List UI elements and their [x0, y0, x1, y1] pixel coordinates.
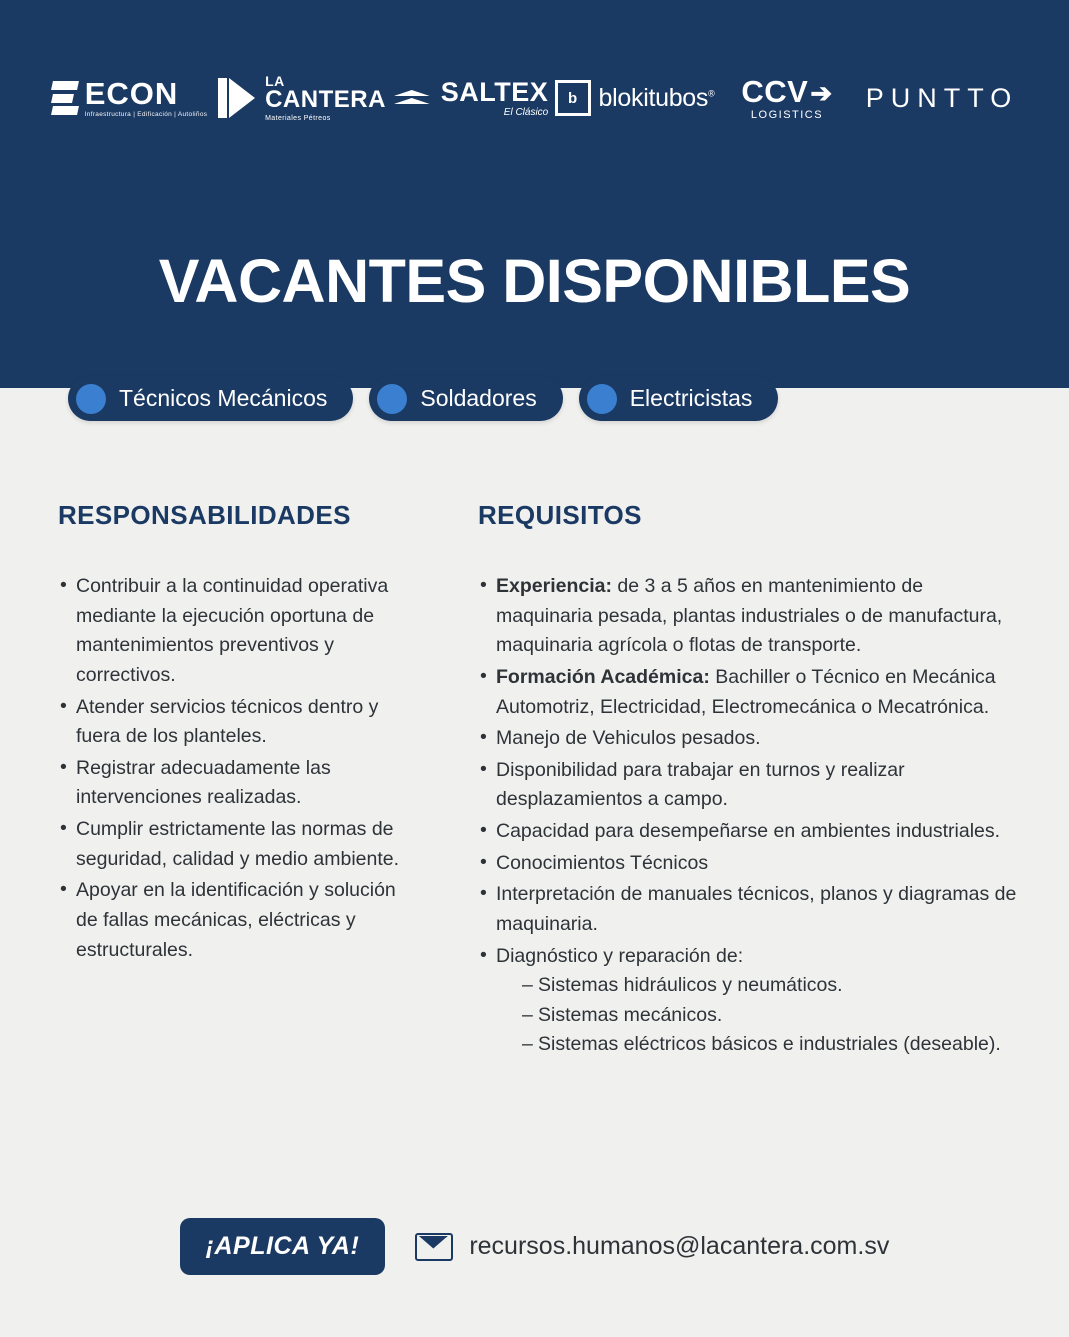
cantera-line2: CANTERA	[265, 86, 386, 114]
econ-tagline: Infraestructura | Edificación | Autoliños	[84, 110, 208, 118]
brand-logo-row	[0, 66, 1069, 130]
saltex-name: SALTEX	[440, 76, 549, 107]
saltex-tagline: El Clásico	[503, 106, 549, 118]
logo-blokitubos	[552, 66, 717, 130]
list-item	[478, 942, 1023, 1061]
vacancy-pill-tecnicos-mecanicos[interactable]	[68, 376, 353, 421]
header-banner	[0, 0, 1069, 388]
logo-saltex	[387, 66, 552, 130]
blokitubos-name: blokitubos	[598, 83, 709, 112]
responsabilidades-list-container	[58, 572, 418, 967]
saltex-mark-icon	[391, 80, 433, 116]
requisitos-sublist	[496, 971, 1023, 1060]
list-item-text: Capacidad para desempeñarse en ambientes industriales.	[496, 820, 1001, 842]
cantera-tagline: Materiales Pétreos	[265, 114, 331, 122]
footer-cta	[0, 1218, 1069, 1275]
bullet-dot-icon	[587, 384, 617, 414]
list-item	[478, 572, 1023, 661]
blokitubos-mark-icon: b	[555, 80, 591, 116]
list-item-lead: Formación Académica:	[496, 665, 710, 688]
list-item	[478, 849, 1023, 879]
sub-list-item: – Sistemas mecánicos.	[522, 1001, 1023, 1031]
bullet-dot-icon	[76, 384, 106, 414]
list-item-text: Disponibilidad para trabajar en turnos y realizar desplazamientos a campo.	[496, 758, 905, 811]
envelope-icon	[415, 1233, 453, 1261]
logo-la-cantera	[217, 66, 387, 130]
list-item: • Apoyar en la identificación y solución de fallas mecánicas, eléctricas y estructurales.	[58, 876, 418, 965]
list-item-text: de 3 a 5 años en mantenimiento de maquinaria pesada, plantas industriales o de manufactura, maquinaria agrícola o flotas de transporte.	[496, 575, 1003, 657]
requisitos-heading: REQUISITOS	[478, 500, 642, 530]
list-item	[478, 663, 1023, 722]
contact-email[interactable]: recursos.humanos@lacantera.com.sv	[469, 1232, 890, 1260]
vacancy-pill-soldadores[interactable]	[369, 376, 562, 421]
cantera-mark-icon	[218, 78, 256, 118]
ccv-tagline: LOGISTICS	[750, 108, 824, 121]
list-item-lead: Experiencia:	[496, 575, 612, 597]
logo-ccv-logistics	[717, 66, 857, 130]
page-title: VACANTES DISPONIBLES	[158, 247, 911, 315]
responsabilidades-list	[58, 572, 418, 965]
vacancy-pill-electricistas[interactable]	[579, 376, 779, 421]
list-item-text: Manejo de Vehiculos pesados.	[496, 727, 761, 750]
bullet-dot-icon	[377, 384, 407, 414]
list-item: • Cumplir estrictamente las normas de seguridad, calidad y medio ambiente.	[58, 815, 418, 874]
apply-button[interactable]: ¡APLICA YA!	[180, 1218, 386, 1275]
arrow-right-icon: ➔	[810, 77, 833, 108]
econ-mark-icon	[52, 81, 78, 115]
list-item	[478, 880, 1023, 939]
list-item: • Registrar adecuadamente las intervenciones realizadas.	[58, 754, 418, 813]
vacancy-pill-row	[68, 376, 1008, 421]
puntto-name: PUNTTO	[865, 82, 1019, 113]
list-item: • Atender servicios técnicos dentro y fuera de los planteles.	[58, 693, 418, 752]
vacancy-pill-label: Electricistas	[629, 385, 753, 411]
list-item	[478, 724, 1023, 754]
list-item-text: Interpretación de manuales técnicos, planos y diagramas de maquinaria.	[496, 883, 1017, 935]
vacancy-pill-label: Técnicos Mecánicos	[119, 385, 328, 411]
sub-list-item: – Sistemas eléctricos básicos e industriales (deseable).	[522, 1030, 1023, 1060]
list-item-text: Diagnóstico y reparación de:	[496, 944, 744, 967]
cantera-line1: LA	[265, 73, 285, 90]
list-item-text: Conocimientos Técnicos	[496, 851, 709, 874]
list-item: • Contribuir a la continuidad operativa mediante la ejecución oportuna de mantenimientos preventivos y correctivos.	[58, 572, 418, 691]
ccv-name: CCV	[741, 73, 809, 109]
requisitos-list	[478, 572, 1023, 1060]
contact-block[interactable]	[415, 1232, 889, 1261]
logo-econ	[42, 66, 217, 130]
econ-name: ECON	[84, 75, 179, 111]
logo-puntto	[857, 66, 1027, 130]
blokitubos-trademark: ®	[708, 88, 715, 99]
list-item	[478, 817, 1023, 847]
list-item-text: Bachiller o Técnico en Mecánica Automotriz, Electricidad, Electromecánica o Mecatrónica.	[496, 665, 996, 718]
vacancy-pill-label: Soldadores	[420, 385, 537, 411]
responsabilidades-heading: RESPONSABILIDADES	[58, 500, 351, 530]
requisitos-list-container	[478, 572, 1023, 1062]
sub-list-item: – Sistemas hidráulicos y neumáticos.	[522, 971, 1023, 1001]
list-item	[478, 756, 1023, 815]
